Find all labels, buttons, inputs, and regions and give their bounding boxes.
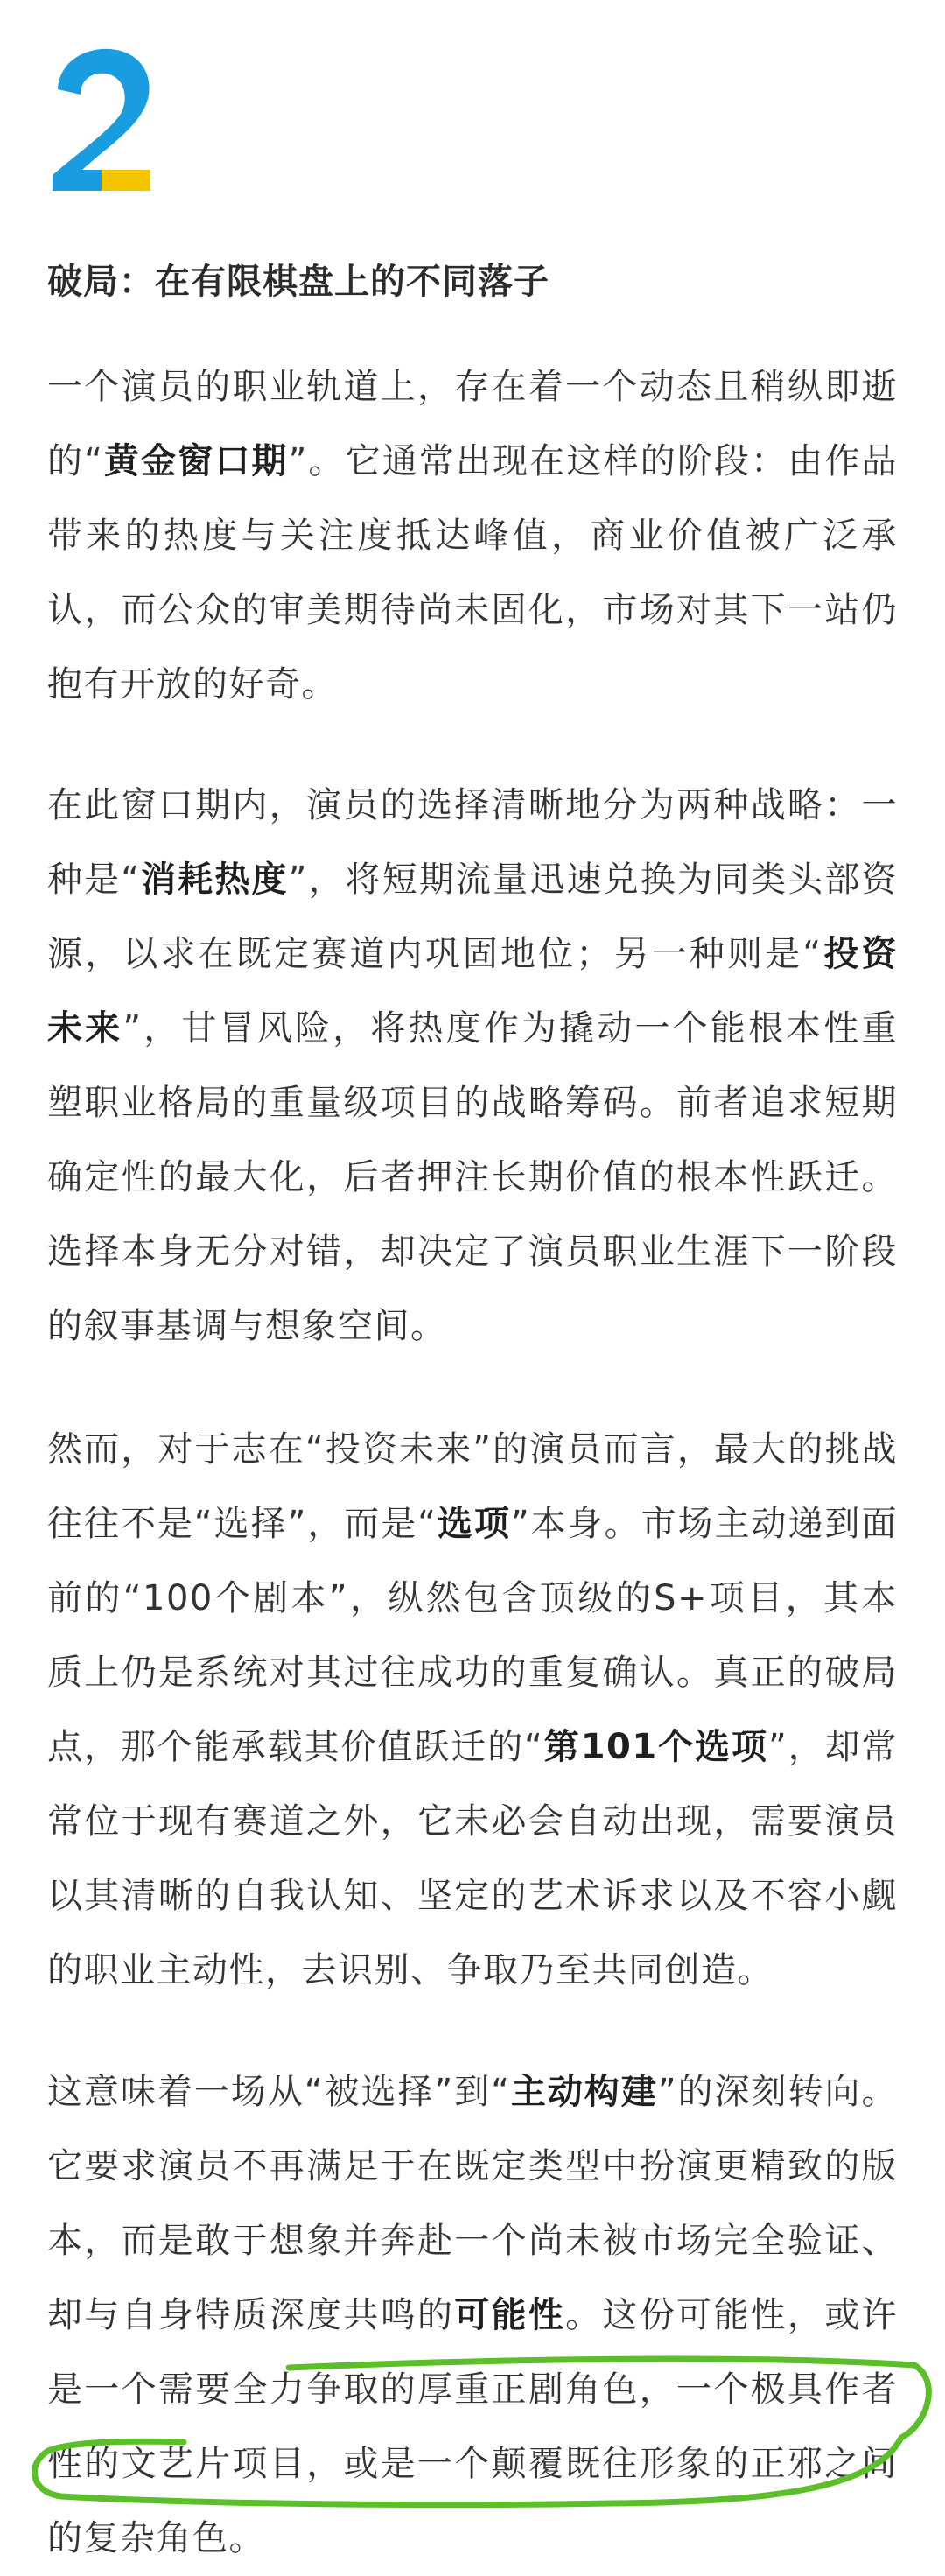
- section-number-logo: [47, 44, 161, 193]
- number-two-main-stroke: [52, 49, 150, 191]
- emphasis-golden-window: 黄金窗口期: [103, 441, 289, 481]
- number-two-yellow-accent: [102, 170, 150, 191]
- section-heading: 破局：在有限棋盘上的不同落子: [47, 262, 550, 302]
- emphasis-consume-heat: 消耗热度: [140, 860, 289, 900]
- paragraph-options-challenge: 然而，对于志在“投资未来”的演员而言，最大的挑战往往不是“选择”，而是“选项”本身。市场主动递到面前的“100个剧本”，纵然包含顶级的S+项目，其本质上仍是系统对其过往成功的重复确认。真正的破局点，那个能承载其价值跃迁的“第101个选项”，却常常位于现有赛道之外，它未必会自动出现，需要演员以其清晰的自我认知、坚定的艺术诉求以及不容小觑的职业主动性，去识别、争取乃至共同创造。: [47, 1429, 898, 1990]
- paragraph-golden-window: 一个演员的职业轨道上，存在着一个动态且稍纵即逝的“黄金窗口期”。它通常出现在这样的阶段：由作品带来的热度与关注度抵达峰值，商业价值被广泛承认，而公众的审美期待尚未固化，市场对其下一站仍抱有开放的好奇。: [47, 367, 898, 705]
- emphasis-active-construction: 主动构建: [510, 2072, 658, 2112]
- emphasis-options: 选项: [437, 1504, 511, 1544]
- paragraph-active-construction: 这意味着一场从“被选择”到“主动构建”的深刻转向。它要求演员不再满足于在既定类型中扮演更精致的版本，而是敢于想象并奔赴一个尚未被市场完全验证、却与自身特质深度共鸣的可能性。这份可能性，或许是一个需要全力争取的厚重正剧角色，一个极具作者性的文艺片项目，或是一个颠覆既往形象的正邪之间的复杂角色。: [47, 2072, 899, 2558]
- emphasis-option-101: 第101个选项: [543, 1727, 768, 1767]
- emphasis-invest-future: 投资未来: [47, 934, 898, 1049]
- paragraph-two-strategies: 在此窗口期内，演员的选择清晰地分为两种战略：一种是“消耗热度”，将短期流量迅速兑换为同类头部资源，以求在既定赛道内巩固地位；另一种则是“投资未来”，甘冒风险，将热度作为撬动一个能根本性重塑职业格局的重量级项目的战略筹码。前者追求短期确定性的最大化，后者押注长期价值的根本性跃迁。选择本身无分对错，却决定了演员职业生涯下一阶段的叙事基调与想象空间。: [47, 785, 899, 1346]
- emphasis-possibility: 可能性: [454, 2295, 566, 2335]
